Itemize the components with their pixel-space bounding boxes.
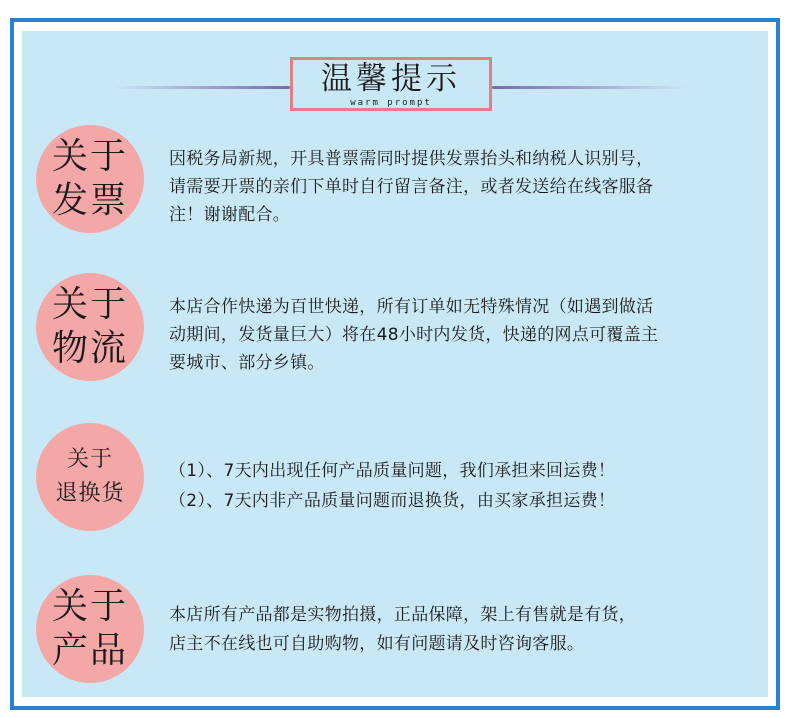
- section-text-logistics: [169, 293, 749, 377]
- badge-returns: [36, 423, 144, 531]
- text-line: 要城市、部分乡镇。: [169, 353, 325, 373]
- section-text-products: [169, 601, 749, 659]
- badge-line: 产品: [51, 630, 128, 671]
- title-box: [290, 57, 492, 111]
- badge-line: 退换货: [55, 481, 125, 506]
- badge-invoice: [36, 125, 144, 233]
- text-line: 因税务局新规，开具普票需同时提供发票抬头和纳税人识别号，: [169, 149, 654, 169]
- badge-line: 关于: [66, 447, 113, 472]
- text-line: 本店所有产品都是实物拍摄，正品保障，架上有售就是有货，: [169, 605, 637, 625]
- badge-line: 发票: [51, 180, 128, 221]
- text-line: 动期间，发货量巨大）将在48小时内发货，快递的网点可覆盖主: [169, 325, 659, 345]
- badge-line: 关于: [51, 586, 128, 627]
- title-divider-left: [112, 86, 290, 89]
- text-line: （2）、7天内非产品质量问题而退换货，由买家承担运费！: [169, 491, 616, 511]
- outer-frame: [10, 18, 780, 710]
- text-line: 本店合作快递为百世快递，所有订单如无特殊情况（如遇到做活: [169, 297, 654, 317]
- title-divider-right: [492, 86, 687, 89]
- text-line: 店主不在线也可自助购物，如有问题请及时咨询客服。: [169, 634, 585, 654]
- badge-products: [36, 575, 144, 683]
- section-text-invoice: [169, 145, 749, 229]
- badge-line: 物流: [51, 328, 128, 369]
- section-text-returns: [169, 456, 749, 516]
- text-line: （1）、7天内出现任何产品质量问题，我们承担来回运费！: [169, 461, 616, 481]
- badge-logistics: [36, 273, 144, 381]
- badge-line: 关于: [51, 284, 128, 325]
- page-title: 温馨提示: [321, 61, 461, 97]
- page-subtitle: warm prompt: [350, 98, 432, 108]
- text-line: 注！谢谢配合。: [169, 205, 291, 225]
- text-line: 请需要开票的亲们下单时自行留言备注，或者发送给在线客服备: [169, 177, 654, 197]
- content-panel: [22, 31, 768, 697]
- badge-line: 关于: [51, 136, 128, 177]
